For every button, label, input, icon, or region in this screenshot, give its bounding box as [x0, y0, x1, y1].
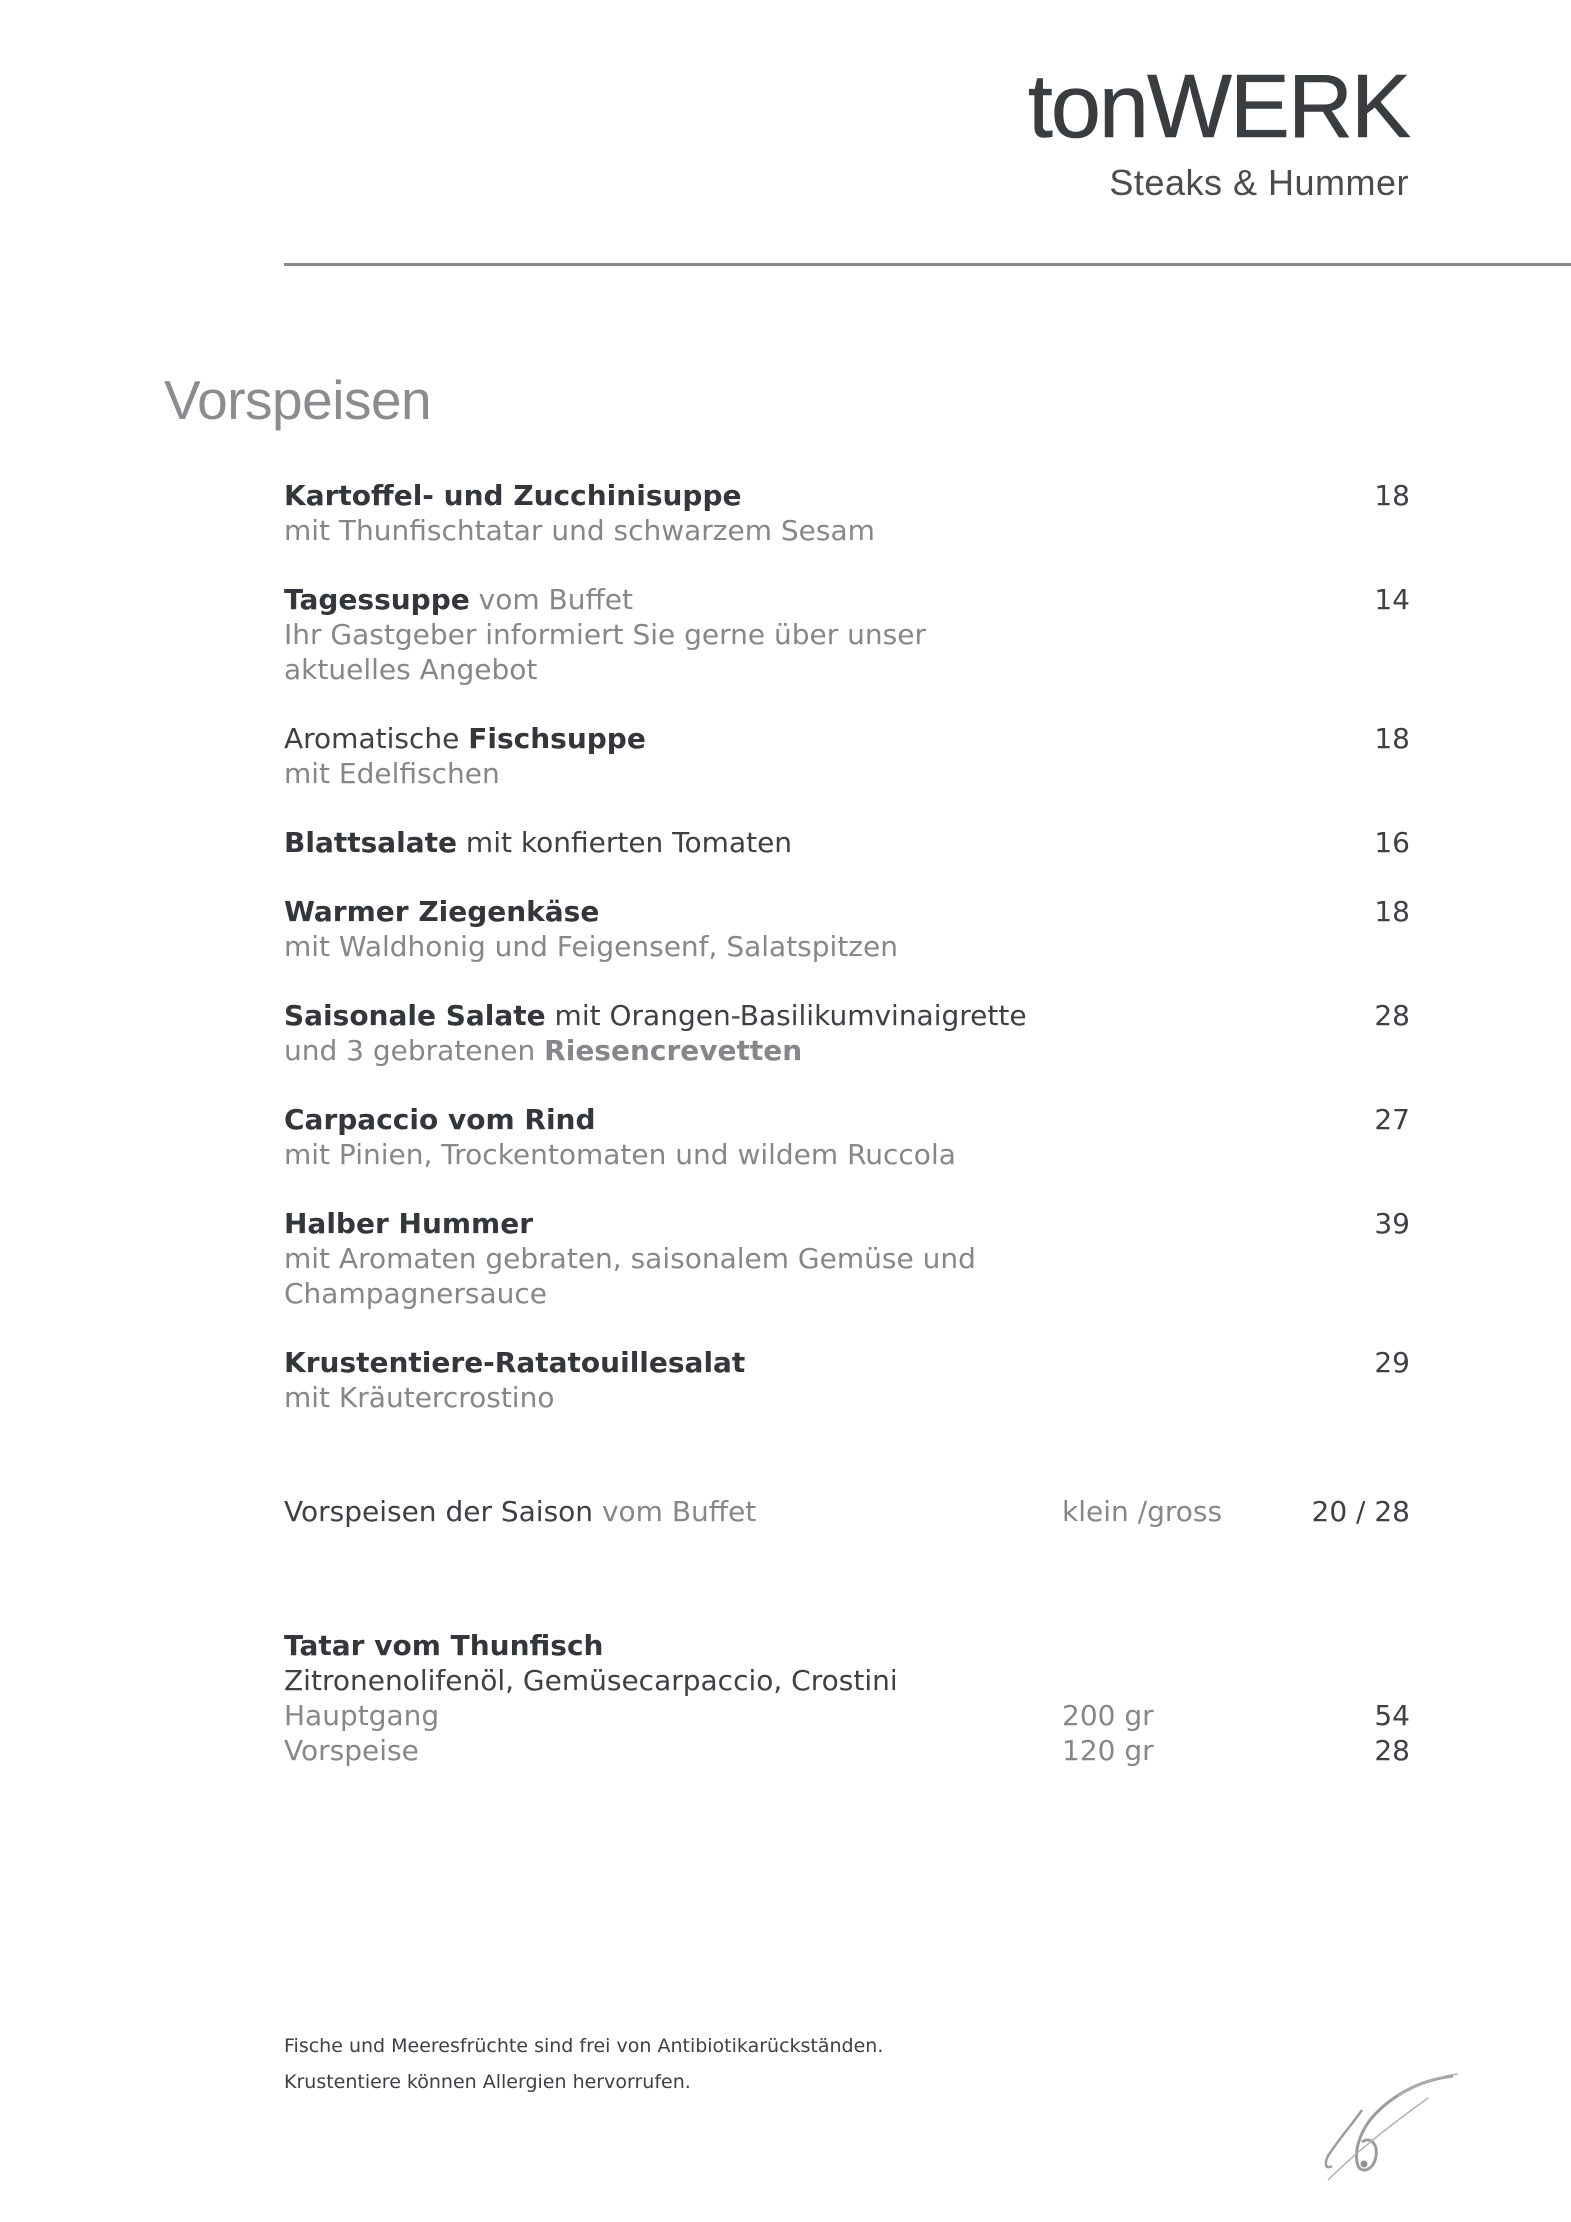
menu-item-title-part: Warmer Ziegenkäse — [284, 895, 600, 928]
menu-item-title-part: Kartoffel- und Zucchinisuppe — [284, 479, 742, 512]
footnote: Fische und Meeresfrüchte sind frei von Antibiotikarückständen. — [284, 2035, 884, 2057]
menu-item-title — [284, 721, 1410, 756]
tatar-option-label: Hauptgang — [284, 1699, 440, 1732]
menu-item-description: mit Thunfischtatar und schwarzem Sesam — [284, 514, 875, 547]
menu-item — [284, 721, 1410, 791]
menu-item-title-part: Blattsalate — [284, 826, 458, 859]
menu-item-description: aktuelles Angebot — [284, 653, 538, 686]
menu-item-title — [284, 582, 1410, 617]
menu-item-price: 18 — [1374, 722, 1410, 755]
tatar-option-price: 28 — [1374, 1734, 1410, 1767]
menu-item-title-part: Krustentiere-Ratatouillesalat — [284, 1346, 746, 1379]
menu-item-title — [284, 478, 1410, 513]
tatar-option-label: Vorspeise — [284, 1734, 419, 1767]
menu-item-title-part: vom Buffet — [469, 583, 633, 616]
tatar-title: Tatar vom Thunfisch — [284, 1629, 604, 1662]
menu-item-title-part: Halber Hummer — [284, 1207, 534, 1240]
signature-mark — [1318, 2070, 1478, 2190]
menu-item-title — [284, 998, 1410, 1033]
brand-name: tonWERK — [1027, 57, 1409, 157]
menu-item-description-part: und 3 gebratenen — [284, 1034, 545, 1067]
menu-item-price: 29 — [1374, 1346, 1410, 1379]
menu-item-title — [284, 1345, 1410, 1380]
menu-item-description: mit Edelfischen — [284, 757, 500, 790]
menu-item-title-part: mit Orangen-Basilikumvinaigrette — [545, 999, 1027, 1032]
tatar-title-row — [284, 1628, 1410, 1663]
menu-item-price: 16 — [1374, 826, 1410, 859]
tatar-option-row — [284, 1733, 1410, 1768]
menu-item-price: 18 — [1374, 895, 1410, 928]
menu-item — [284, 998, 1410, 1068]
menu-item-price: 28 — [1374, 999, 1410, 1032]
section-title: Vorspeisen — [164, 369, 432, 431]
menu-item-title — [284, 1206, 1410, 1241]
menu-item-title-part: Saisonale Salate — [284, 999, 546, 1032]
starters-list — [284, 478, 1410, 1449]
menu-item — [284, 1206, 1410, 1311]
tatar-option-row — [284, 1698, 1410, 1733]
tatar-option-weight: 120 gr — [1062, 1734, 1154, 1767]
season-suffix: vom Buffet — [593, 1495, 757, 1528]
tatar-subtitle: Zitronenolifenöl, Gemüsecarpaccio, Crostini — [284, 1664, 898, 1697]
menu-item-price: 14 — [1374, 583, 1410, 616]
menu-item-title-part: Fischsuppe — [468, 722, 646, 755]
menu-item-title — [284, 825, 1410, 860]
menu-item — [284, 478, 1410, 548]
tatar-option-price: 54 — [1374, 1699, 1410, 1732]
menu-item-title — [284, 894, 1410, 929]
header-divider — [284, 263, 1571, 266]
season-price: 20 / 28 — [1311, 1495, 1410, 1528]
menu-item-description-part: Riesencrevetten — [544, 1034, 803, 1067]
season-label: Vorspeisen der Saison — [284, 1495, 594, 1528]
season-row — [284, 1494, 1410, 1529]
menu-item-description: mit Kräutercrostino — [284, 1381, 555, 1414]
menu-item-description: mit Pinien, Trockentomaten und wildem Ruccola — [284, 1138, 956, 1171]
season-size: klein /gross — [1062, 1495, 1223, 1528]
menu-item-title — [284, 1102, 1410, 1137]
brand-logo — [1027, 57, 1409, 204]
menu-item-title-part: mit konfierten Tomaten — [457, 826, 793, 859]
brand-tagline: Steaks & Hummer — [1109, 162, 1409, 203]
footnotes — [284, 2028, 883, 2100]
menu-item-title-part: Carpaccio vom Rind — [284, 1103, 596, 1136]
menu-item-description: Ihr Gastgeber informiert Sie gerne über unser — [284, 618, 927, 651]
menu-item-description: mit Waldhonig und Feigensenf, Salatspitzen — [284, 930, 898, 963]
menu-item-price: 39 — [1374, 1207, 1410, 1240]
menu-item-title-part: Aromatische — [284, 722, 469, 755]
menu-item-description: mit Aromaten gebraten, saisonalem Gemüse und — [284, 1242, 976, 1275]
menu-item — [284, 1102, 1410, 1172]
menu-item-description — [284, 1033, 1410, 1068]
menu-item — [284, 894, 1410, 964]
menu-item-price: 27 — [1374, 1103, 1410, 1136]
tatar-option-weight: 200 gr — [1062, 1699, 1154, 1732]
menu-item — [284, 825, 1410, 860]
menu-item-title-part: Tagessuppe — [284, 583, 470, 616]
menu-item-description: Champagnersauce — [284, 1277, 548, 1310]
menu-item — [284, 1345, 1410, 1415]
menu-item-price: 18 — [1374, 479, 1410, 512]
tatar-subtitle-row — [284, 1663, 1410, 1698]
menu-item — [284, 582, 1410, 687]
footnote: Krustentiere können Allergien hervorrufen. — [284, 2071, 691, 2093]
